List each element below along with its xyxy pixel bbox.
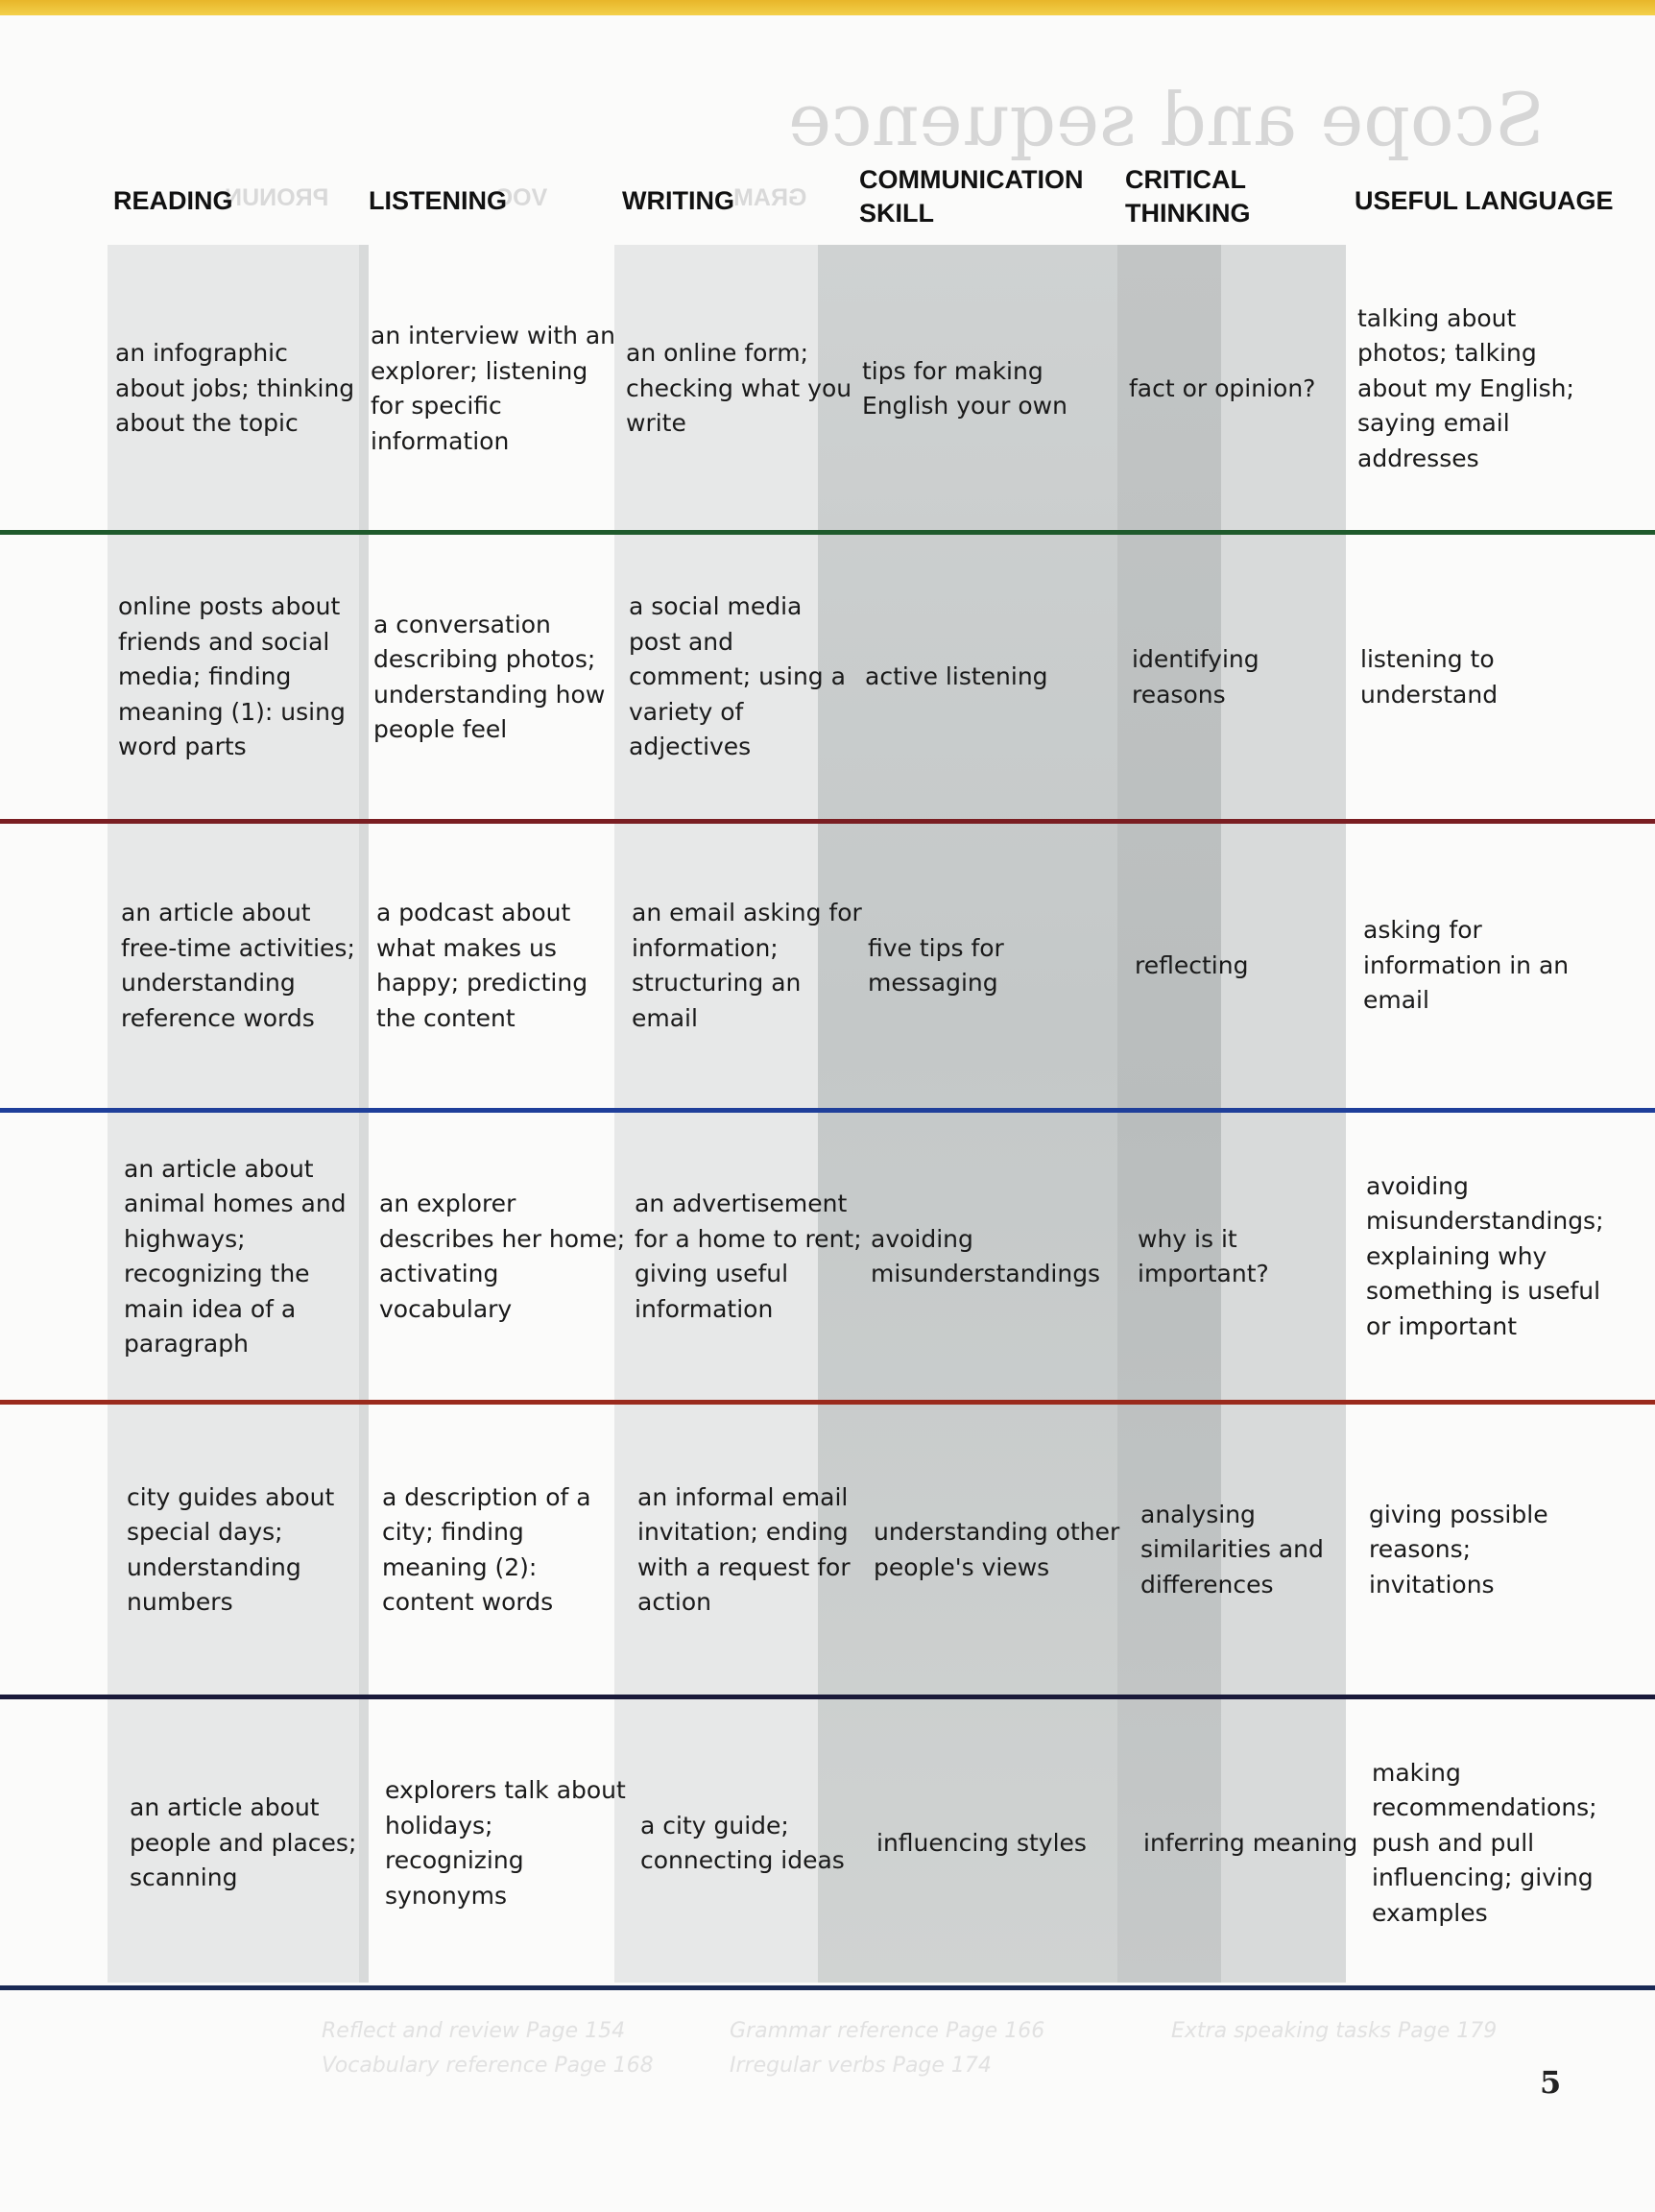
cell-text: city guides about special days; understanding numbers bbox=[127, 1482, 335, 1616]
cell-reading bbox=[127, 1406, 374, 1695]
cell-text: identifying reasons bbox=[1132, 645, 1259, 709]
cell-critical-thinking bbox=[1140, 1406, 1361, 1695]
header-useful-language: USEFUL LANGUAGE bbox=[1355, 186, 1614, 215]
row-divider bbox=[0, 1985, 1655, 1990]
ghost-header-pronunciation: PRONUN bbox=[225, 184, 329, 211]
cell-text: asking for information in an email bbox=[1363, 916, 1570, 1015]
cell-reading bbox=[118, 536, 366, 819]
cell-text: influencing styles bbox=[876, 1828, 1087, 1857]
cell-writing bbox=[635, 1114, 865, 1400]
page-title: Scope and sequence bbox=[787, 77, 1545, 162]
cell-useful-language bbox=[1357, 248, 1588, 530]
footer-links-3: Extra speaking tasks Page 179 bbox=[1171, 2019, 1498, 2043]
cell-critical-thinking bbox=[1132, 536, 1353, 819]
cell-text: reflecting bbox=[1135, 950, 1249, 979]
cell-text: an article about people and places; scanning bbox=[130, 1793, 357, 1892]
cell-reading bbox=[130, 1701, 377, 1985]
cell-useful-language bbox=[1369, 1406, 1599, 1695]
cell-text: why is it important? bbox=[1138, 1224, 1269, 1287]
cell-writing bbox=[640, 1701, 871, 1985]
cell-text: an advertisement for a home to rent; giving useful information bbox=[635, 1190, 862, 1323]
cell-text: inferring meaning bbox=[1143, 1828, 1358, 1857]
row-divider bbox=[0, 530, 1655, 535]
cell-communication-skill bbox=[871, 1114, 1128, 1400]
cell-text: a description of a city; finding meaning (2): content words bbox=[382, 1482, 591, 1616]
cell-text: an informal email invitation; ending with a request for action bbox=[637, 1482, 851, 1616]
cell-text: an interview with an explorer; listening for specific information bbox=[371, 322, 616, 455]
header-writing: WRITING bbox=[622, 186, 734, 215]
cell-text: an email asking for information; structuring an email bbox=[632, 899, 862, 1032]
cell-text: an infographic about jobs; thinking about the topic bbox=[115, 339, 355, 438]
cell-text: listening to understand bbox=[1360, 645, 1499, 709]
cell-text: an online form; checking what you write bbox=[626, 339, 852, 438]
cell-critical-thinking bbox=[1135, 824, 1355, 1108]
row-divider bbox=[0, 1695, 1655, 1699]
cell-reading bbox=[115, 248, 363, 530]
cell-text: tips for making English your own bbox=[862, 356, 1067, 420]
cell-writing bbox=[632, 824, 862, 1108]
cell-listening bbox=[376, 824, 628, 1108]
cell-critical-thinking bbox=[1143, 1701, 1364, 1985]
cell-communication-skill bbox=[862, 248, 1119, 530]
page-number: 5 bbox=[1540, 2064, 1562, 2101]
footer-links-1: Reflect and review Page 154 Vocabulary reference Page 168 bbox=[322, 2019, 654, 2078]
cell-text: understanding other people's views bbox=[874, 1518, 1120, 1581]
cell-listening bbox=[373, 536, 625, 819]
cell-text: explorers talk about holidays; recognizing synonyms bbox=[385, 1776, 626, 1910]
cell-text: a podcast about what makes us happy; predicting the content bbox=[376, 899, 588, 1032]
cell-listening bbox=[382, 1406, 634, 1695]
cell-text: avoiding misunderstandings; explaining why something is useful or important bbox=[1366, 1171, 1604, 1340]
cell-reading bbox=[124, 1114, 372, 1400]
cell-text: fact or opinion? bbox=[1129, 373, 1316, 402]
cell-communication-skill bbox=[868, 824, 1125, 1108]
cell-text: a city guide; connecting ideas bbox=[640, 1811, 845, 1874]
cell-useful-language bbox=[1360, 536, 1591, 819]
cell-text: a conversation describing photos; understanding how people feel bbox=[373, 610, 606, 743]
cell-text: an article about animal homes and highways; recognizing the main idea of a paragraph bbox=[124, 1154, 347, 1358]
cell-text: a social media post and comment; using a variety of adjectives bbox=[629, 592, 846, 761]
cell-listening bbox=[371, 248, 622, 530]
cell-writing bbox=[637, 1406, 868, 1695]
header-critical-thinking: CRITICAL THINKING bbox=[1125, 165, 1251, 228]
cell-text: analysing similarities and differences bbox=[1140, 1500, 1324, 1599]
cell-listening bbox=[385, 1701, 636, 1985]
cell-critical-thinking bbox=[1138, 1114, 1358, 1400]
header-communication-skill: COMMUNICATION SKILL bbox=[859, 165, 1084, 228]
cell-useful-language bbox=[1363, 824, 1594, 1108]
cell-communication-skill bbox=[876, 1701, 1134, 1985]
header-listening: LISTENING bbox=[369, 186, 508, 215]
footer-links-2: Grammar reference Page 166 Irregular verbs Page 174 bbox=[730, 2019, 1045, 2078]
cell-text: an explorer describes her home; activating vocabulary bbox=[379, 1190, 626, 1323]
cell-critical-thinking bbox=[1129, 248, 1350, 530]
cell-communication-skill bbox=[874, 1406, 1131, 1695]
cell-text: active listening bbox=[865, 662, 1048, 691]
ghost-header-grammar: GRAM bbox=[733, 184, 807, 211]
cell-useful-language bbox=[1372, 1701, 1602, 1985]
cell-text: an article about free-time activities; understanding reference words bbox=[121, 899, 355, 1032]
row-divider bbox=[0, 1108, 1655, 1113]
ghost-header-vocabulary: VOC bbox=[495, 184, 548, 211]
cell-text: making recommendations; push and pull influencing; giving examples bbox=[1372, 1758, 1597, 1927]
header-reading: READING bbox=[113, 186, 233, 215]
row-divider bbox=[0, 1400, 1655, 1405]
cell-text: giving possible reasons; invitations bbox=[1369, 1500, 1548, 1599]
cell-listening bbox=[379, 1114, 631, 1400]
cell-text: avoiding misunderstandings bbox=[871, 1224, 1101, 1287]
cell-text: online posts about friends and social media; finding meaning (1): using word parts bbox=[118, 592, 346, 761]
cell-writing bbox=[629, 536, 859, 819]
cell-useful-language bbox=[1366, 1114, 1604, 1400]
cell-writing bbox=[626, 248, 856, 530]
cell-text: talking about photos; talking about my English; saying email addresses bbox=[1357, 303, 1574, 472]
cell-reading bbox=[121, 824, 369, 1108]
cell-communication-skill bbox=[865, 536, 1122, 819]
cell-text: five tips for messaging bbox=[868, 933, 1004, 997]
